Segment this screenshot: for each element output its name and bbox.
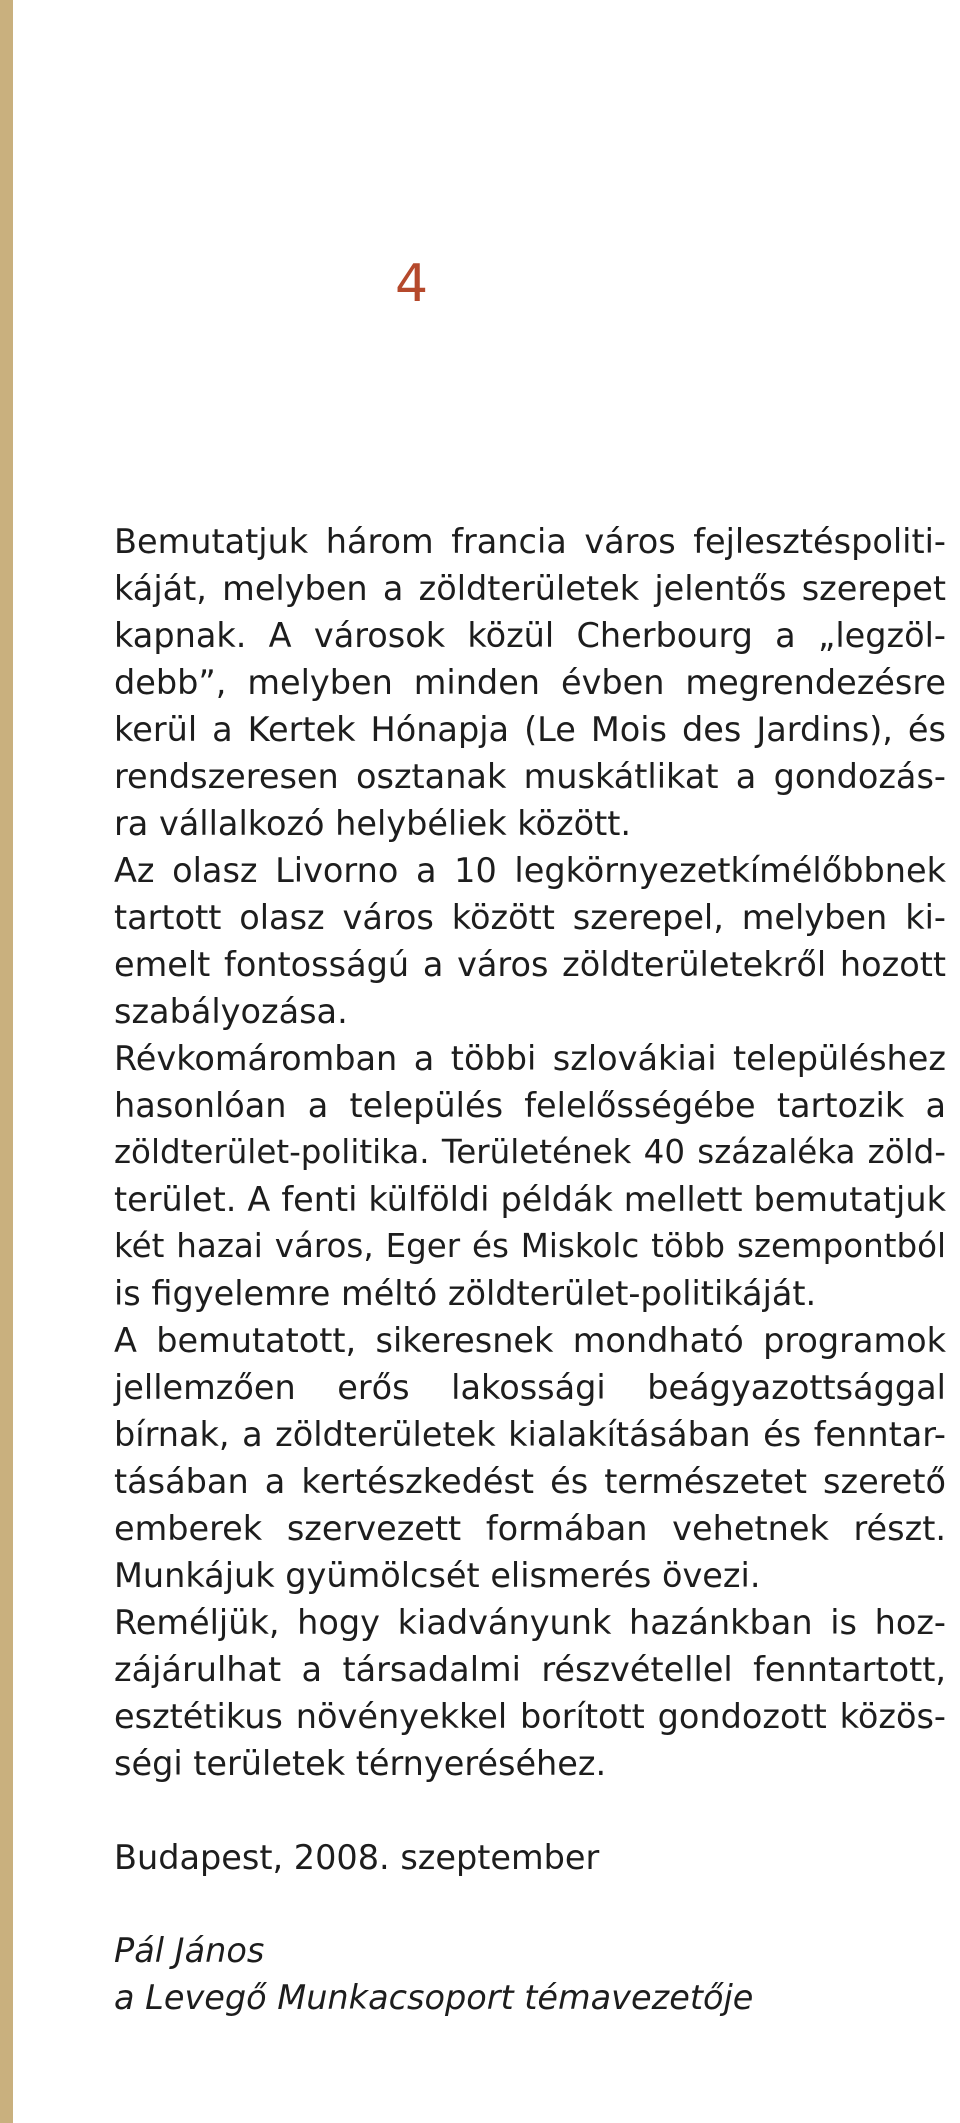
page-number: 4: [395, 254, 429, 314]
text-line: zájárulhat a társadalmi részvétellel fenntartott,: [114, 1650, 946, 1689]
text-line: esztétikus növényekkel borított gondozott közös-: [114, 1697, 946, 1736]
text-line: tartott olasz város között szerepel, melyben ki-: [114, 898, 946, 937]
text-line: is figyelemre méltó zöldterület-politikáját.: [114, 1274, 817, 1313]
text-line: zöldterület-politika. Területének 40 százaléka zöld-: [114, 1133, 946, 1171]
text-line: hasonlóan a település felelősségébe tartozik a: [114, 1086, 946, 1125]
text-line: Révkomáromban a többi szlovákiai településhez: [114, 1039, 946, 1078]
text-line: Reméljük, hogy kiadványunk hazánkban is hoz-: [114, 1603, 946, 1642]
text-line: kerül a Kertek Hónapja (Le Mois des Jardins), és: [114, 710, 946, 749]
text-line: Bemutatjuk három francia város fejlesztéspoliti-: [114, 522, 946, 561]
signature-role: a Levegő Munkacsoport témavezetője: [114, 1978, 754, 2017]
text-line: szabályozása.: [114, 992, 348, 1031]
signature-name: Pál János: [114, 1931, 265, 1970]
text-line: két hazai város, Eger és Miskolc több szempontból: [114, 1227, 946, 1265]
side-stripe: [0, 0, 13, 2123]
text-line: kapnak. A városok közül Cherbourg a „legzöl-: [114, 616, 946, 655]
text-line: tásában a kertészkedést és természetet szerető: [114, 1462, 946, 1501]
text-line: A bemutatott, sikeresnek mondható programok: [114, 1321, 946, 1360]
text-line: Az olasz Livorno a 10 legkörnyezetkímélőbbnek: [114, 851, 946, 890]
text-line: emberek szervezett formában vehetnek részt.: [114, 1509, 946, 1548]
text-line: terület. A fenti külföldi példák mellett bemutatjuk: [114, 1180, 946, 1219]
text-line: ra vállalkozó helybéliek között.: [114, 804, 632, 843]
text-line: jellemzően erős lakossági beágyazottsággal: [114, 1368, 946, 1407]
text-line: bírnak, a zöldterületek kialakításában és fenntar-: [114, 1415, 946, 1454]
text-line: debb”, melyben minden évben megrendezésre: [114, 663, 946, 702]
text-line: Munkájuk gyümölcsét elismerés övezi.: [114, 1556, 761, 1595]
text-line: ségi területek térnyeréséhez.: [114, 1744, 607, 1783]
text-line: rendszeresen osztanak muskátlikat a gondozás-: [114, 757, 946, 796]
text-line: emelt fontosságú a város zöldterületekről hozott: [114, 945, 946, 984]
text-line: káját, melyben a zöldterületek jelentős szerepet: [114, 569, 946, 608]
dateline: Budapest, 2008. szeptember: [114, 1838, 600, 1877]
